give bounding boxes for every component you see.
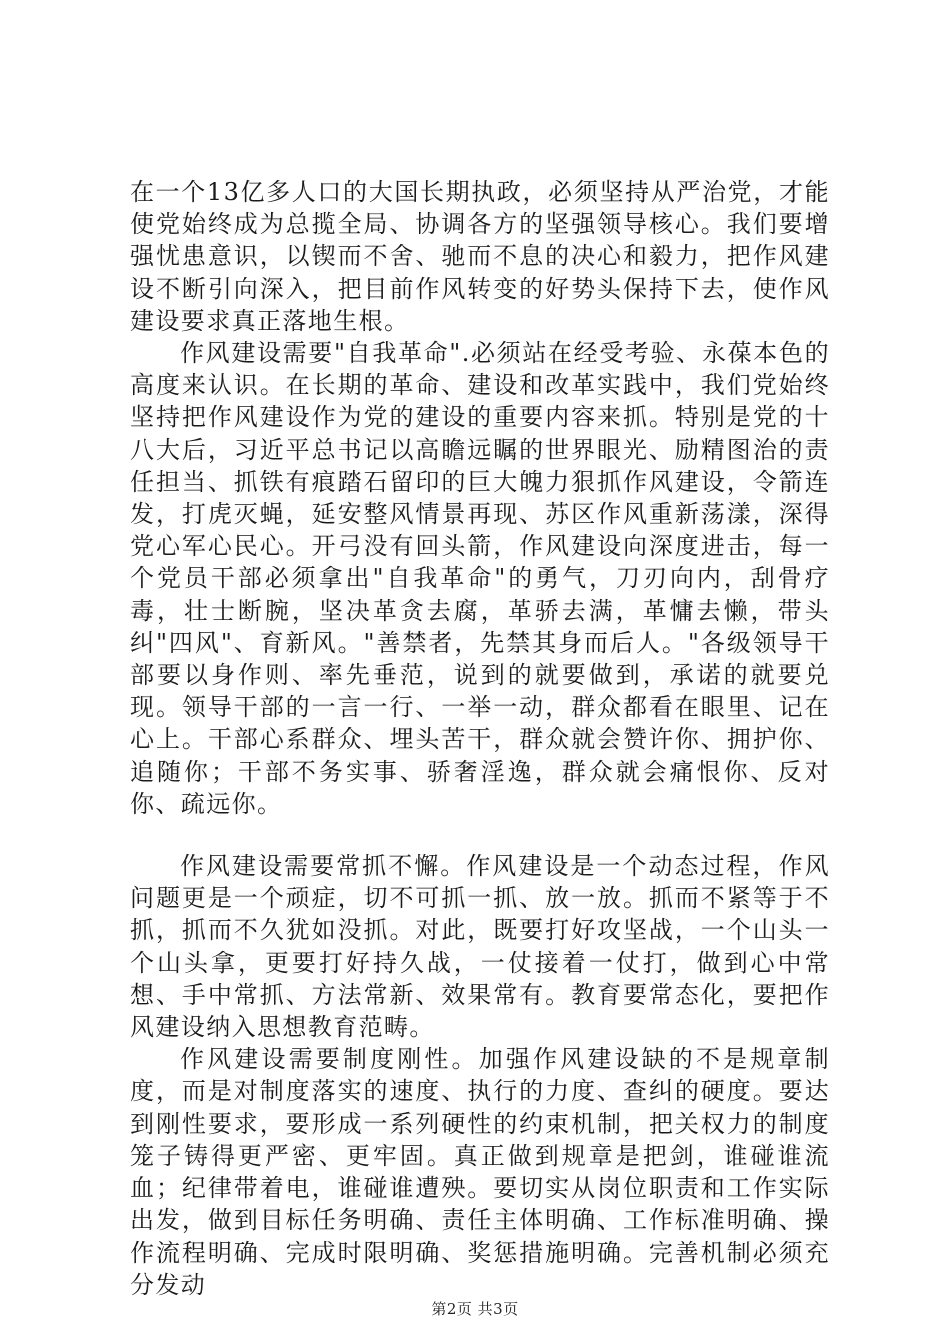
paragraph-institutional-rigidity: 作风建设需要制度刚性。加强作风建设缺的不是规章制度，而是对制度落实的速度、执行的力度、查纠的硬度。要达到刚性要求，要形成一系列硬性的约束机制，把关权力的制度笼子铸得更严密、更牢固。真正做到规章是把剑，谁碰谁流血；纪律带着电，谁碰谁遭殃。要切实从岗位职责和工作实际出发，做到目标任务明确、责任主体明确、工作标准明确、操作流程明确、完成时限明确、奖惩措施明确。完善机制必须充分发动: [130, 1045, 830, 1299]
document-body: [130, 176, 830, 1301]
paragraph-persistence: 作风建设需要常抓不懈。作风建设是一个动态过程，作风问题更是一个顽症，切不可抓一抓、放一放。抓而不紧等于不抓，抓而不久犹如没抓。对此，既要打好攻坚战，一个山头一个山头拿，更要打好持久战，一仗接着一仗打，做到心中常想、手中常抓、方法常新、效果常有。教育要常态化，要把作风建设纳入思想教育范畴。: [130, 852, 830, 1042]
page-footer: 第2页 共3页: [431, 1300, 519, 1318]
paragraph-self-revolution: 作风建设需要"自我革命".必须站在经受考验、永葆本色的高度来认识。在长期的革命、建设和改革实践中，我们党始终坚持把作风建设作为党的建设的重要内容来抓。特别是党的十八大后，习近平总书记以高瞻远瞩的世界眼光、励精图治的责任担当、抓铁有痕踏石留印的巨大魄力狠抓作风建设，令箭连发，打虎灭蝇，延安整风情景再现、苏区作风重新荡漾，深得党心军心民心。开弓没有回头箭，作风建设向深度进击，每一个党员干部必须拿出"自我革命"的勇气，刀刃向内，刮骨疗毒，壮士断腕，坚决革贪去腐，革骄去满，革慵去懒，带头纠"四风"、育新风。"善禁者，先禁其身而后人。"各级领导干部要以身作则、率先垂范，说到的就要做到，承诺的就要兑现。领导干部的一言一行、一举一动，群众都看在眼里、记在心上。干部心系群众、埋头苦干，群众就会赞许你、拥护你、追随你；干部不务实事、骄奢淫逸，群众就会痛恨你、反对你、疏远你。: [130, 339, 830, 818]
paragraph-gap: [130, 820, 830, 850]
paragraph-continuation: 在一个13亿多人口的大国长期执政，必须坚持从严治党，才能使党始终成为总揽全局、协调各方的坚强领导核心。我们要增强忧患意识，以锲而不舍、驰而不息的决心和毅力，把作风建设不断引向深入，把目前作风转变的好势头保持下去，使作风建设要求真正落地生根。: [130, 178, 830, 335]
